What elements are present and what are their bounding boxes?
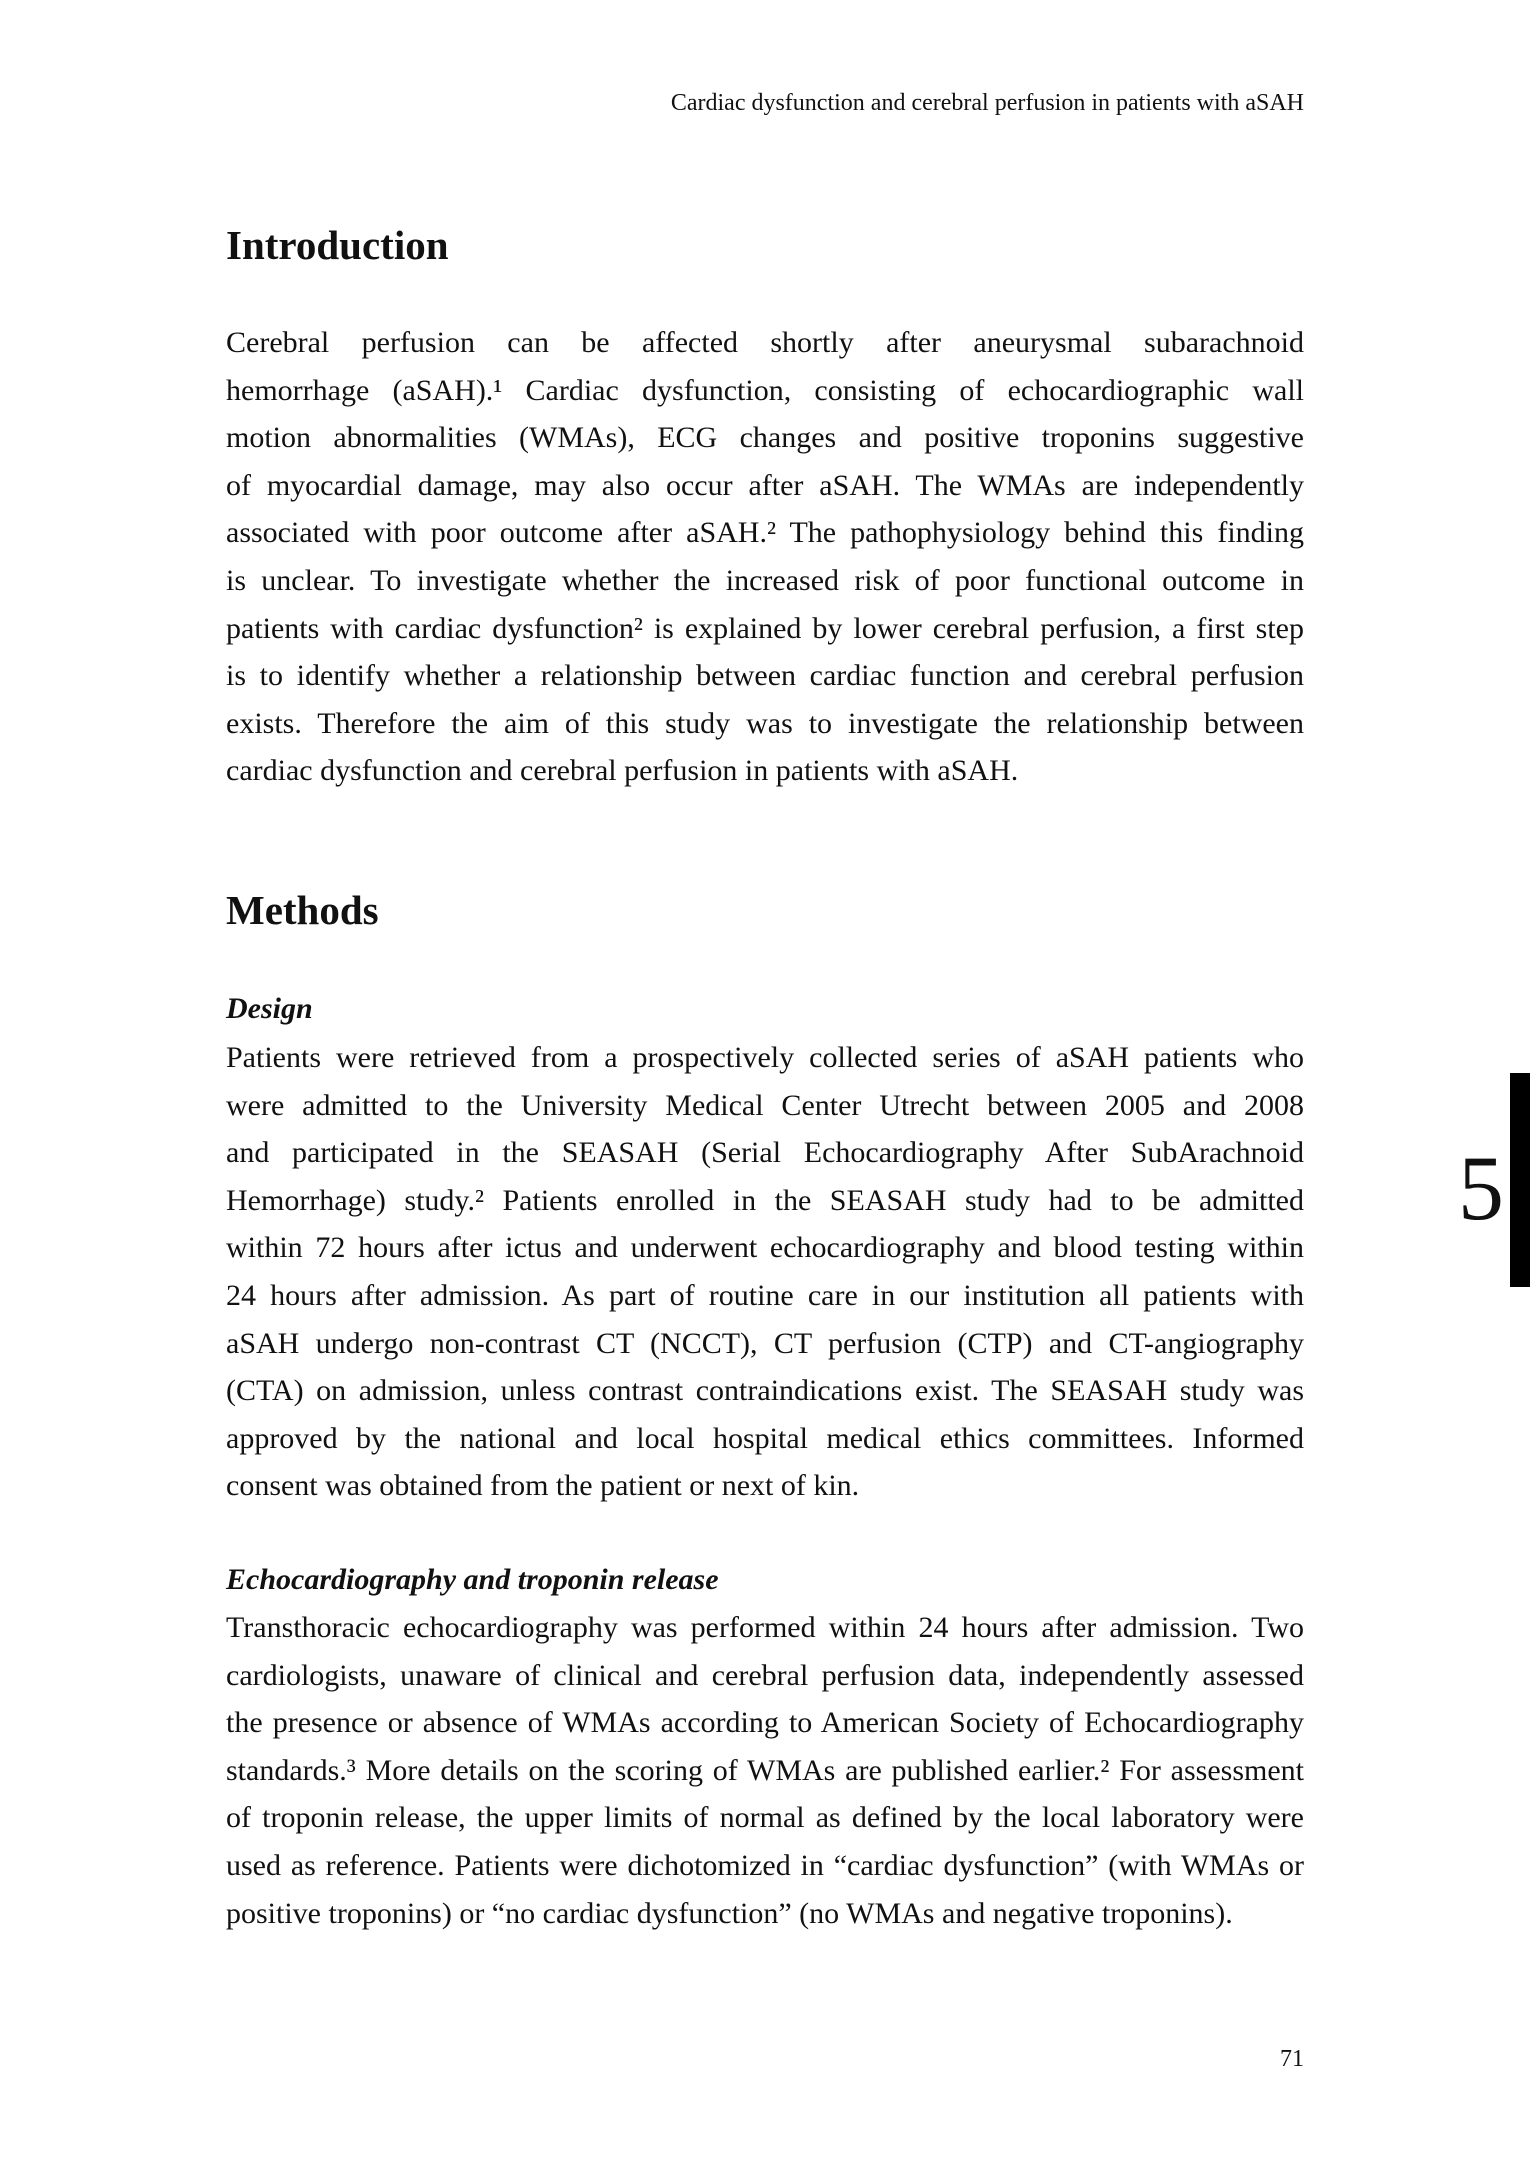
- text-line: were admitted to the University Medical Center Utrecht between 2005 and 2008: [226, 1088, 1304, 1122]
- text-line: standards.³ More details on the scoring of WMAs are published earlier.² For assessment: [226, 1753, 1304, 1787]
- text-line: used as reference. Patients were dichotomized in “cardiac dysfunction” (with WMAs or: [226, 1848, 1304, 1882]
- section-heading-methods: Methods: [226, 887, 379, 933]
- text-line: hemorrhage (aSAH).¹ Cardiac dysfunction, consisting of echocardiographic wall: [226, 373, 1304, 407]
- text-line: of myocardial damage, may also occur after aSAH. The WMAs are independently: [226, 468, 1304, 502]
- subheading-design: Design: [226, 992, 313, 1025]
- text-line: approved by the national and local hospital medical ethics committees. Informed: [226, 1421, 1304, 1455]
- text-line: associated with poor outcome after aSAH.² The pathophysiology behind this finding: [226, 516, 1304, 550]
- text-line: Patients were retrieved from a prospectively collected series of aSAH patients who: [226, 1041, 1304, 1074]
- text-line: is unclear. To investigate whether the increased risk of poor functional outcome in: [226, 563, 1304, 597]
- chapter-thumb-tab: [1510, 1073, 1530, 1287]
- text-line: and participated in the SEASAH (Serial Echocardiography After SubArachnoid: [226, 1136, 1304, 1170]
- text-line: cardiologists, unaware of clinical and cerebral perfusion data, independently assessed: [226, 1658, 1304, 1692]
- text-line: positive troponins) or “no cardiac dysfunction” (no WMAs and negative troponins).: [226, 1896, 1233, 1930]
- running-header: Cardiac dysfunction and cerebral perfusion in patients with aSAH: [670, 90, 1304, 116]
- text-line: cardiac dysfunction and cerebral perfusion in patients with aSAH.: [226, 754, 1019, 788]
- text-line: exists. Therefore the aim of this study was to investigate the relationship between: [226, 706, 1304, 740]
- text-line: 24 hours after admission. As part of routine care in our institution all patients with: [226, 1278, 1304, 1312]
- text-line: consent was obtained from the patient or next of kin.: [226, 1469, 860, 1503]
- text-line: Transthoracic echocardiography was performed within 24 hours after admission. Two: [226, 1611, 1304, 1644]
- section-heading-introduction: Introduction: [226, 222, 449, 268]
- text-line: Cerebral perfusion can be affected shortly after aneurysmal subarachnoid: [226, 326, 1304, 359]
- text-line: of troponin release, the upper limits of normal as defined by the local laboratory were: [226, 1801, 1304, 1835]
- echocardiography-paragraph: [226, 1604, 1304, 1937]
- chapter-number: 5: [1458, 1137, 1504, 1239]
- text-line: (CTA) on admission, unless contrast contraindications exist. The SEASAH study was: [226, 1374, 1304, 1408]
- subheading-echocardiography: Echocardiography and troponin release: [226, 1563, 719, 1596]
- text-line: the presence or absence of WMAs according to American Society of Echocardiography: [226, 1706, 1304, 1740]
- design-paragraph: [226, 1034, 1304, 1510]
- page-number: 71: [1280, 2046, 1304, 2072]
- text-line: Hemorrhage) study.² Patients enrolled in the SEASAH study had to be admitted: [226, 1183, 1304, 1217]
- introduction-paragraph: [226, 319, 1304, 795]
- text-line: aSAH undergo non-contrast CT (NCCT), CT perfusion (CTP) and CT-angiography: [226, 1326, 1304, 1360]
- text-line: patients with cardiac dysfunction² is explained by lower cerebral perfusion, a first step: [226, 611, 1304, 645]
- text-line: within 72 hours after ictus and underwent echocardiography and blood testing within: [226, 1231, 1304, 1265]
- text-line: is to identify whether a relationship between cardiac function and cerebral perfusion: [226, 659, 1304, 693]
- text-line: motion abnormalities (WMAs), ECG changes and positive troponins suggestive: [226, 421, 1304, 455]
